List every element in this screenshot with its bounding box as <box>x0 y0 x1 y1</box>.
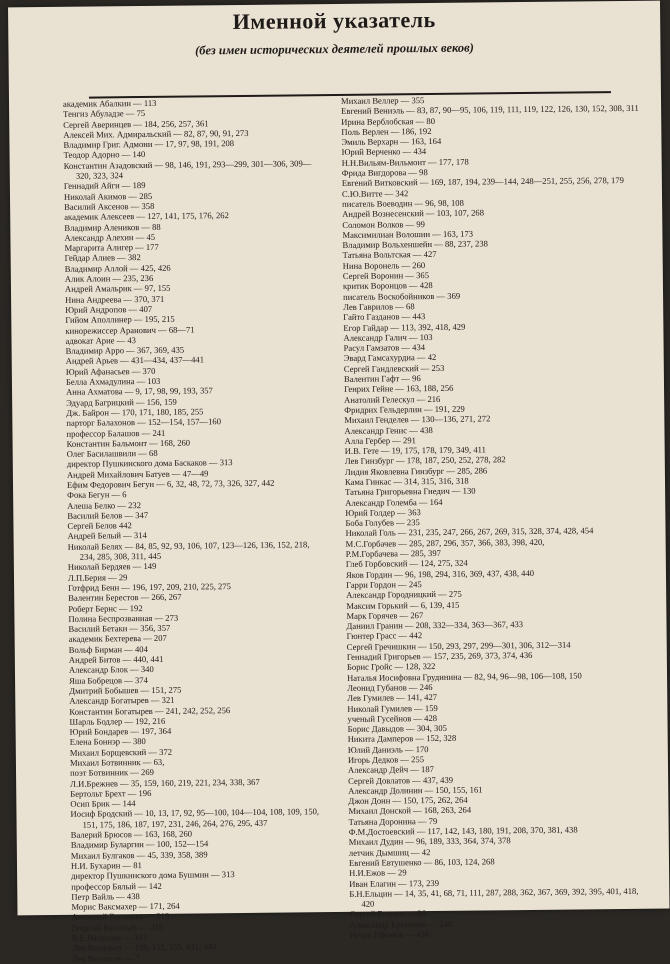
index-entry: Анна Ахматова — 9, 17, 98, 99, 193, 357 <box>65 385 213 398</box>
index-entry: Сергей Довлатов — 437, 439 <box>348 774 454 786</box>
index-entry: Гайто Газданов — 443 <box>343 311 426 323</box>
index-entry: Александр Дейч — 187 <box>347 764 434 776</box>
index-entry: Гейдар Алиев — 382 <box>64 252 141 264</box>
index-entry: Татьяна Вольтская — 427 <box>342 249 437 261</box>
index-entry: Евгений Вениэль — 83, 87, 90—95, 106, 119, 111, 119, 122, 126, 130, 152, 308, 311 <box>341 103 639 117</box>
index-entry: Бертольт Брехт — 196 <box>70 787 152 799</box>
index-entry: Марк Горячев — 267 <box>346 609 424 621</box>
index-entry: Максим Горький — 6, 139, 415 <box>346 599 460 611</box>
index-entry: Евгений Витковский — 169, 187, 194, 239—144, 248—251, 255, 256, 278, 179 <box>341 175 624 189</box>
index-entry: Белла Ахмадулина — 103 <box>65 375 161 387</box>
index-entry: Александр Городницкий — 275 <box>346 588 462 601</box>
index-entry: Анатолий Гелескул — 216 <box>344 393 441 405</box>
index-entry: Роберт Бернс — 192 <box>68 602 143 614</box>
index-entry: Лев Велихсон — 7 <box>71 952 141 964</box>
index-entry: Александр Генис — 438 <box>344 424 433 436</box>
index-entry: Яша Бобрецов — 374 <box>69 674 148 686</box>
index-entry: Б.Н.Ельцин — 14, 35, 41, 68, 71, 111, 287, 288, 362, 367, 369, 392, 395, 401, 418, 420 <box>349 885 639 909</box>
index-entry: Николай Голь — 231, 235, 247, 266, 267, 269, 315, 328, 374, 428, 454 <box>345 525 594 539</box>
index-entry: Расул Гамзатов — 434 <box>343 342 426 354</box>
index-entry: Олег Басилашвили — 68 <box>66 447 158 459</box>
index-entry: Юрий Верченко — 434 <box>341 146 427 158</box>
index-entry: Дмитрий Бобышев — 151, 275 <box>69 684 182 696</box>
index-entry: Михаил Генделев — 130—136, 271, 272 <box>344 413 491 426</box>
index-entry: Максимилиан Волошин — 163, 173 <box>342 228 474 240</box>
index-entry: Андрей Арьев — 431—434, 437—441 <box>65 354 205 367</box>
index-entry: Сергей Воронин — 365 <box>342 270 430 281</box>
index-entry: Эмиль Верхарн — 163, 164 <box>341 136 442 148</box>
index-entry: Шарль Бодлер — 192, 216 <box>69 715 166 727</box>
index-entry: Игорь Ефимов — 438 <box>349 929 429 940</box>
index-entry: Владимир Арро — 367, 369, 435 <box>65 344 185 356</box>
index-entry: ученый Гусейнов — 428 <box>347 712 438 724</box>
index-entry: Андрей Амальрик — 97, 155 <box>64 283 171 295</box>
index-entry: Поль Верлен — 186, 192 <box>341 125 432 137</box>
index-entry: Морис Ваксмахер — 171, 264 <box>71 900 180 912</box>
index-entry: Геннадий Айги — 189 <box>63 180 146 192</box>
index-entry: Юлий Даниэль — 170 <box>347 743 429 755</box>
index-entry: Александр Галич — 103 <box>343 331 433 343</box>
index-entry: профессор Бялый — 142 <box>71 880 162 892</box>
index-entry: Фрида Вигдорова — 98 <box>341 167 428 179</box>
index-entry: Н.И.Ежов — 29 <box>349 867 407 879</box>
index-entry: Александр Големба — 164 <box>345 496 443 508</box>
index-entry: Юрий Бондарев — 197, 364 <box>69 725 172 737</box>
index-column-right <box>340 93 650 940</box>
index-entry: Сергей Гречишкин — 150, 293, 297, 299—301, 306, 312—314 <box>346 639 571 652</box>
index-entry: Владимир Григ. Адмони — 17, 97, 98, 191, 208 <box>63 138 235 151</box>
index-entry: писатель Воскобойников — 369 <box>343 290 461 302</box>
page-title: Именной указатель <box>232 6 436 35</box>
index-entry: Валентин Гафт — 96 <box>343 373 421 384</box>
index-entry: Петр Вайль — 438 <box>71 890 140 902</box>
index-entry: Юрий Афанасьев — 370 <box>65 365 156 377</box>
index-entry: Александр Еременко — 248 <box>349 918 453 930</box>
index-entry: Алексей Мих. Адмиральский — 82, 87, 90, 91, 273 <box>63 127 249 140</box>
index-entry: Нина Андреева — 370, 371 <box>65 293 165 305</box>
index-entry: Р.М.Горбачева — 285, 397 <box>345 547 441 559</box>
index-entry: Даниил Гранин — 208, 332—334, 363—367, 433 <box>346 619 524 632</box>
index-entry: Гюнтер Грасс — 442 <box>346 630 423 642</box>
index-entry: Л.И.Брежнев — 35, 159, 160, 219, 221, 234, 338, 367 <box>70 776 260 789</box>
index-entry: Игорь Дедков — 255 <box>347 754 425 765</box>
index-entry: Соломон Волков — 99 <box>342 218 425 230</box>
index-entry: Тенгиз Абуладзе — 75 <box>63 108 146 120</box>
index-entry: Сергей Гандлевский — 253 <box>343 362 445 374</box>
index-entry: Фока Бегун — 6 <box>67 489 127 501</box>
index-entry: Николай Гумилев — 159 <box>347 702 438 714</box>
index-entry: Андрей Белый — 314 <box>67 530 147 542</box>
index-entry: Евгений Евтушенко — 86, 103, 124, 268 <box>348 856 495 868</box>
index-entry: Александр Богатырев — 321 <box>69 694 175 707</box>
index-entry: Лев Гумилев — 141, 427 <box>347 692 438 704</box>
index-entry: Ирина Верблобская — 80 <box>341 115 436 127</box>
index-entry: Нина Воронель — 260 <box>342 259 426 271</box>
index-entry: Михаил Ботвинник — 63, <box>69 756 165 768</box>
index-entry: парторг Балахонов — 152—154, 157—160 <box>66 416 222 429</box>
index-entry: Лев Гаврилов — 68 <box>343 301 415 312</box>
index-entry: Дж. Байрон — 170, 171, 180, 185, 255 <box>66 406 204 418</box>
page-subtitle: (без имен исторических деятелей прошлых веков) <box>195 40 474 58</box>
index-entry: Александр Алехин — 45 <box>64 231 156 243</box>
index-entry: Валентин Берестов — 266, 267 <box>68 591 182 604</box>
index-entry: Михаил Булгаков — 45, 339, 358, 389 <box>70 849 208 861</box>
index-entry: Эдуард Багрицкий — 156, 159 <box>66 396 177 408</box>
index-entry: Василий Белов — 347 <box>67 509 149 521</box>
index-entry: Николай Акимов — 285 <box>63 190 153 202</box>
index-entry: Владимир Алеников — 88 <box>64 221 161 233</box>
index-page <box>8 1 669 964</box>
index-entry: Константин Азадовский — 98, 146, 191, 293—299, 301—306, 309—320, 323, 324 <box>63 158 312 181</box>
index-entry: Константин Богатырев — 241, 242, 252, 256 <box>69 704 231 717</box>
index-entry: Л.П.Берия — 29 <box>67 571 128 583</box>
index-entry: Эвард Гамсахурдиа — 42 <box>343 352 437 364</box>
index-entry: Сергей Аверинцев — 184, 256, 257, 361 <box>63 117 209 130</box>
index-entry: Н.И. Бухарин — 81 <box>70 860 142 871</box>
index-entry: Сергей Белов 442 <box>67 520 132 531</box>
index-entry: Александр Блок — 340 <box>68 664 154 676</box>
index-entry: Татьяна Григорьевна Гнедич — 130 <box>345 485 476 498</box>
index-entry: С.Ю.Витте — 342 <box>341 187 409 199</box>
index-entry: Анатолий Васильев — 213 <box>71 911 170 923</box>
index-entry: Андрей Битов — 440, 441 <box>68 653 164 665</box>
index-entry: Владимир Буларгин — 100, 152—154 <box>70 838 209 851</box>
index-entry: В.Е.Васильев — 183 <box>71 932 147 943</box>
index-entry: Михаил Дудин — 96, 189, 333, 364, 374, 378 <box>348 835 511 848</box>
index-entry: Георгий Васильев — 218 <box>71 921 164 933</box>
index-entry: Геннадий Григорьев — 157, 235, 269, 373, 374, 436 <box>346 649 533 662</box>
index-entry: Николай Бердяев — 149 <box>67 561 157 573</box>
index-entry: летчик Дымшиц — 42 <box>348 846 431 858</box>
index-entry: Гийом Аполлинер — 195, 215 <box>65 313 175 326</box>
index-entry: Яков Гордин — 96, 198, 294, 316, 369, 437, 438, 440 <box>345 567 535 580</box>
index-entry: критик Воронцов — 428 <box>342 280 433 292</box>
index-entry: Боба Голубев — 235 <box>345 517 420 529</box>
index-column-left <box>62 96 324 964</box>
index-entry: директор Пушкинского дома Баскаков — 313 <box>66 457 233 470</box>
index-entry: Татьяна Доронина — 79 <box>348 815 438 827</box>
index-entry: Алла Гербер — 291 <box>344 434 416 446</box>
index-entry: Андрей Михайлович Батуев — 47—49 <box>66 468 209 480</box>
index-entry: Андрей Вознесенский — 103, 107, 268 <box>342 207 485 220</box>
index-entry: Александр Долинин — 150, 155, 161 <box>348 784 483 796</box>
index-entry: Генрих Гейне — 163, 188, 256 <box>343 383 454 395</box>
index-entry: академик Абалкин — 113 <box>62 97 157 109</box>
index-entry: Ефим Федорович Бегун — 6, 32, 48, 72, 73, 326, 327, 442 <box>66 477 275 490</box>
index-entry: Полина Беспрозванная — 273 <box>68 612 179 624</box>
index-entry: адвокат Арие — 43 <box>65 334 136 346</box>
index-entry: Юрий Андропов — 407 <box>65 303 153 315</box>
index-entry: Константин Бальмонт — 168, 260 <box>66 437 191 449</box>
index-entry: Наталья Иосифовна Грудинина — 82, 94, 96—98, 106—108, 150 <box>347 670 582 683</box>
index-entry: Гарри Гордон — 245 <box>346 579 422 590</box>
index-entry: Вольф Бирман — 404 <box>68 643 148 655</box>
index-entry: Готфрид Бенн — 196, 197, 209, 210, 225, 275 <box>68 581 231 593</box>
index-entry: Борис Давыдов — 304, 305 <box>347 722 447 735</box>
index-entry: директор Пушкинского дома Бушмин — 313 <box>71 869 235 882</box>
index-entry: Сергей Есенин — 86 <box>349 908 426 920</box>
index-entry: Валерий Брюсов — 163, 168, 260 <box>70 828 193 840</box>
index-entry: Василий Бетаки — 356, 357 <box>68 622 171 634</box>
index-entry: Егор Гайдар — 113, 392, 418, 429 <box>343 321 466 333</box>
index-entry: Кама Гинкас — 314, 315, 316, 318 <box>344 475 469 487</box>
index-entry: кинорежиссер Аранович — 68—71 <box>65 324 195 336</box>
index-entry: Михаил Борщевский — 372 <box>69 746 173 758</box>
index-entry: Глеб Горбовский — 124, 275, 324 <box>345 557 468 570</box>
index-entry: Алеша Белко — 232 <box>67 499 142 511</box>
index-entry: Лев Васильев — 109, 152, 155, 431, 440 <box>71 941 217 954</box>
index-entry: Джон Донн — 150, 175, 262, 264 <box>348 794 468 807</box>
index-entry: Василий Аксенов — 358 <box>64 200 155 212</box>
index-entry: М.С.Горбачев — 285, 287, 296, 357, 366, 383, 398, 420, <box>345 536 545 549</box>
index-entry: Борис Гройс — 128, 322 <box>346 661 436 673</box>
index-entry: Леонид Губанов — 246 <box>347 681 433 693</box>
index-entry: академик Алексеев — 127, 141, 175, 176, 262 <box>64 210 229 223</box>
index-entry: Теодор Адорно — 140 <box>63 149 146 161</box>
index-entry: Михаил Веллер — 355 <box>340 95 425 106</box>
index-entry: Ф.М.Достоевский — 117, 142, 143, 180, 191, 208, 370, 381, 438 <box>348 824 578 837</box>
index-entry: Фридрих Гельдерлин — 191, 229 <box>344 403 465 415</box>
index-entry: Иван Елагин — 173, 239 <box>349 877 440 889</box>
index-entry: Алик Алоин — 235, 236 <box>64 272 154 284</box>
index-entry: поэт Ботвинник — 269 <box>69 767 154 779</box>
index-entry: Лев Гинзбург — 178, 187, 250, 252, 278, 282 <box>344 454 506 467</box>
index-entry: Н.Н.Вильям-Вильмонт — 177, 178 <box>341 156 469 168</box>
index-entry: И.В. Гете — 19, 175, 178, 179, 349, 411 <box>344 444 486 457</box>
index-entry: Иосиф Бродский — 10, 13, 17, 92, 95—100, 104—104, 108, 109, 150, 151, 175, 186, 187, 197, 231, 246, 264, 276, 295, 437 <box>70 806 320 830</box>
index-entry: Елена Боннэр — 380 <box>69 736 146 748</box>
index-entry: академик Бехтерева — 207 <box>68 633 167 645</box>
index-entry: Юрий Голдер — 363 <box>345 506 421 518</box>
index-entry: Маргарита Алигер — 177 <box>64 242 159 253</box>
index-entry: Николай Белях — 84, 85, 92, 93, 106, 107, 123—126, 136, 152, 218, 234, 285, 308, 311, 445 <box>67 539 310 562</box>
index-entry: Владимир Аллой — 425, 426 <box>64 262 171 274</box>
index-entry: Михаил Донской — 168, 263, 264 <box>348 805 472 817</box>
index-entry: Лидия Яковлевна Гинзбург — 285, 286 <box>344 465 488 477</box>
index-entry: профессор Балашов — 241 <box>66 427 166 439</box>
index-entry: писатель Воеводин — 96, 98, 108 <box>342 197 464 209</box>
index-entry: Владимир Вольхеншейн — 88, 237, 238 <box>342 238 488 251</box>
index-entry: Осип Брик — 144 <box>70 798 136 809</box>
index-entry: Никита Дамперов — 152, 328 <box>347 733 457 745</box>
